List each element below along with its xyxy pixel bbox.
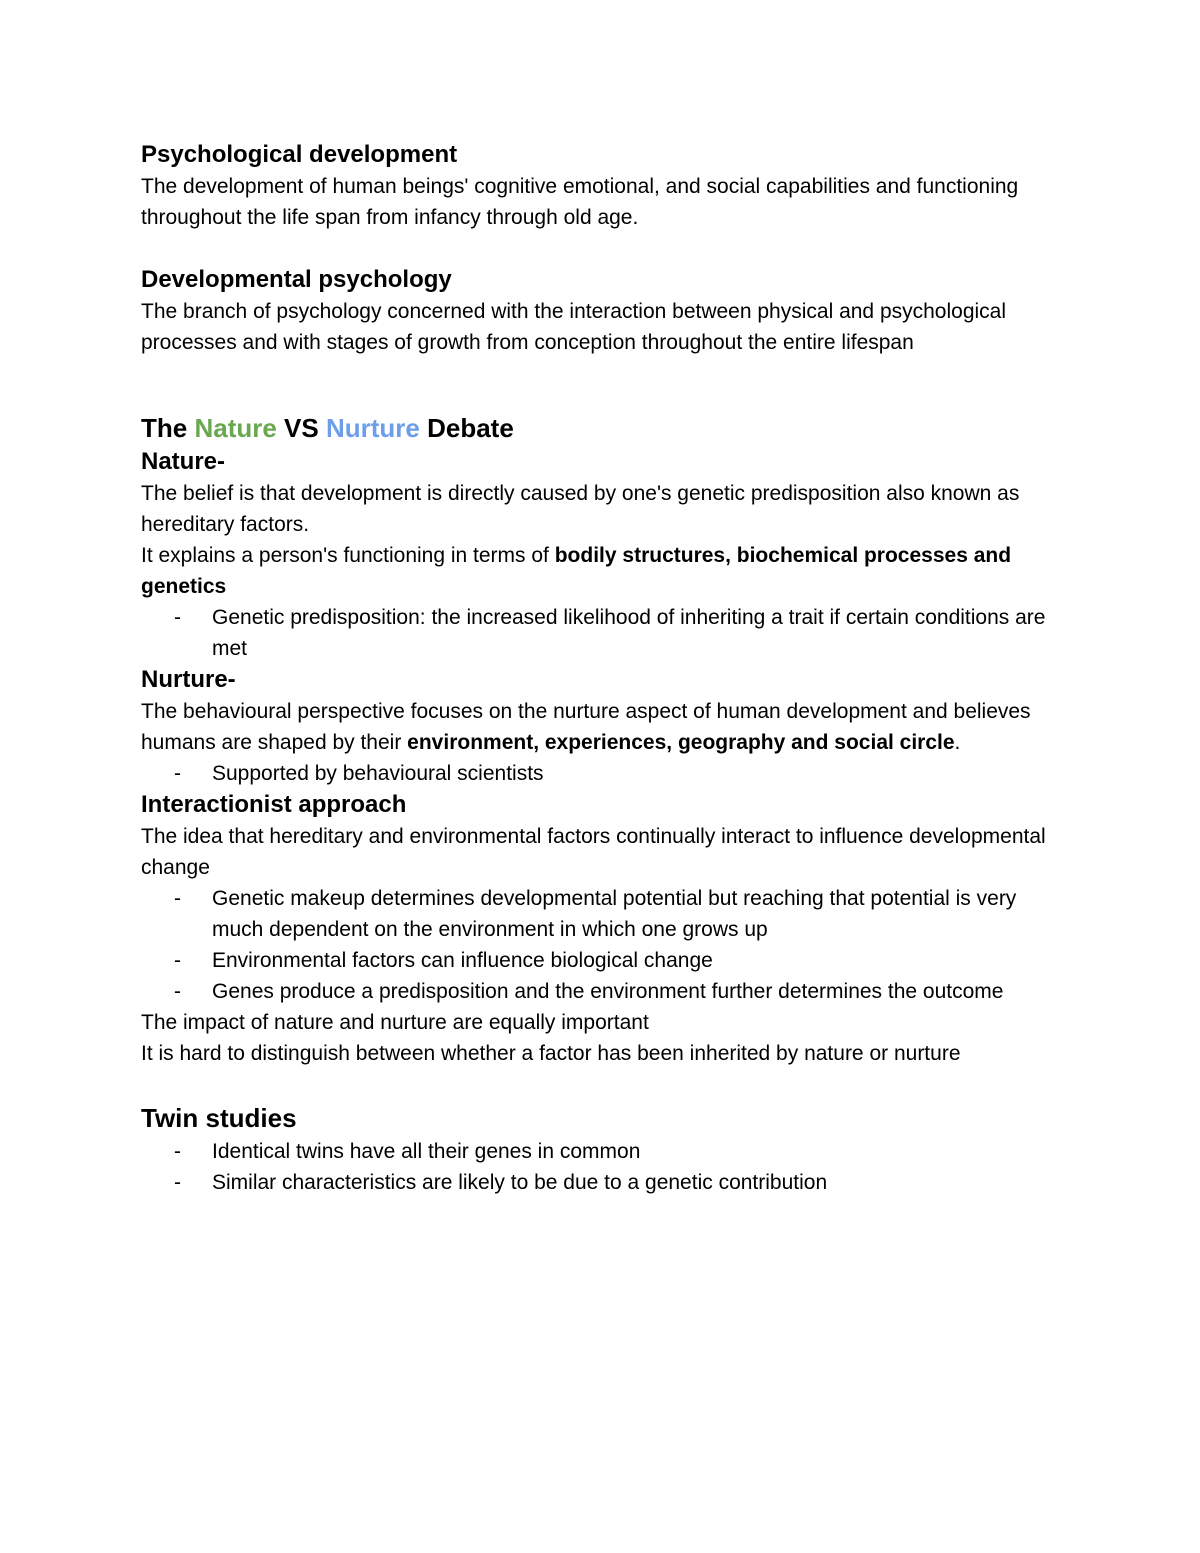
developmental-psychology-text: The branch of psychology concerned with the interaction between physical and psychological processes and with stages of growth from conception throughout the entire lifespan bbox=[141, 300, 1007, 354]
nurture-text bbox=[141, 696, 1071, 758]
list-item bbox=[141, 883, 1071, 945]
dash-bullet: - bbox=[174, 606, 181, 629]
nurture-text-end: . bbox=[954, 731, 961, 754]
title-vs: VS bbox=[276, 413, 326, 443]
list-item bbox=[141, 602, 1071, 664]
list-item bbox=[141, 1167, 1071, 1198]
heading-twin-studies: Twin studies bbox=[141, 1103, 297, 1133]
title-nature: Nature bbox=[194, 413, 277, 443]
spacer bbox=[141, 1069, 1071, 1100]
nature-text-2-plain: It explains a person's functioning in terms of bbox=[141, 544, 555, 567]
twin-bullet-list bbox=[141, 1136, 1071, 1198]
document-page bbox=[141, 139, 1071, 1198]
nurture-text-bold: environment, experiences, geography and social circle bbox=[407, 731, 955, 754]
list-item-text: Genetic makeup determines developmental potential but reaching that potential is very much dependent on the environment in which one grows up bbox=[212, 887, 1017, 941]
title-nurture: Nurture bbox=[325, 413, 420, 443]
spacer bbox=[141, 358, 1071, 410]
list-item-text: Genes produce a predisposition and the environment further determines the outcome bbox=[212, 980, 1004, 1003]
heading-nature: Nature- bbox=[141, 448, 226, 475]
nature-text-2 bbox=[141, 540, 1071, 602]
list-item bbox=[141, 758, 1071, 789]
psychological-development-text: The development of human beings' cognitive emotional, and social capabilities and functioning throughout the life span from infancy through old age. bbox=[141, 175, 1019, 229]
list-item bbox=[141, 945, 1071, 976]
title-debate: Debate bbox=[419, 413, 514, 443]
dash-bullet: - bbox=[174, 887, 181, 910]
list-item-text: Environmental factors can influence biological change bbox=[212, 949, 713, 972]
nurture-bullet-list bbox=[141, 758, 1071, 789]
heading-nature-vs-nurture bbox=[141, 410, 1071, 446]
nurture-text-plain: The behavioural perspective focuses on the nurture aspect of human development and believes humans are shaped by their bbox=[141, 700, 1031, 754]
dash-bullet: - bbox=[174, 980, 181, 1003]
nature-text-1: The belief is that development is directly caused by one's genetic predisposition also known as hereditary factors. bbox=[141, 482, 1020, 536]
interactionist-bullet-list bbox=[141, 883, 1071, 1007]
heading-psychological-development: Psychological development bbox=[141, 141, 458, 168]
dash-bullet: - bbox=[174, 1171, 181, 1194]
title-the: The bbox=[141, 413, 195, 443]
list-item bbox=[141, 976, 1071, 1007]
dash-bullet: - bbox=[174, 949, 181, 972]
interactionist-text: The idea that hereditary and environmental factors continually interact to influence developmental change bbox=[141, 825, 1046, 879]
interactionist-conclusion-1: The impact of nature and nurture are equally important bbox=[141, 1011, 649, 1034]
interactionist-conclusion-2: It is hard to distinguish between whether a factor has been inherited by nature or nurture bbox=[141, 1042, 961, 1065]
dash-bullet: - bbox=[174, 762, 181, 785]
list-item-text: Similar characteristics are likely to be due to a genetic contribution bbox=[212, 1171, 828, 1194]
list-item-text: Genetic predisposition: the increased likelihood of inheriting a trait if certain conditions are met bbox=[212, 606, 1046, 660]
heading-nurture: Nurture- bbox=[141, 666, 236, 693]
list-item-text: Supported by behavioural scientists bbox=[212, 762, 544, 785]
dash-bullet: - bbox=[174, 1140, 181, 1163]
nature-text-2-bold: bodily structures, biochemical processes and genetics bbox=[141, 544, 1012, 598]
nature-bullet-list bbox=[141, 602, 1071, 664]
heading-interactionist-approach: Interactionist approach bbox=[141, 791, 407, 818]
list-item-text: Identical twins have all their genes in common bbox=[212, 1140, 641, 1163]
spacer bbox=[141, 233, 1071, 264]
list-item bbox=[141, 1136, 1071, 1167]
heading-developmental-psychology: Developmental psychology bbox=[141, 266, 452, 293]
